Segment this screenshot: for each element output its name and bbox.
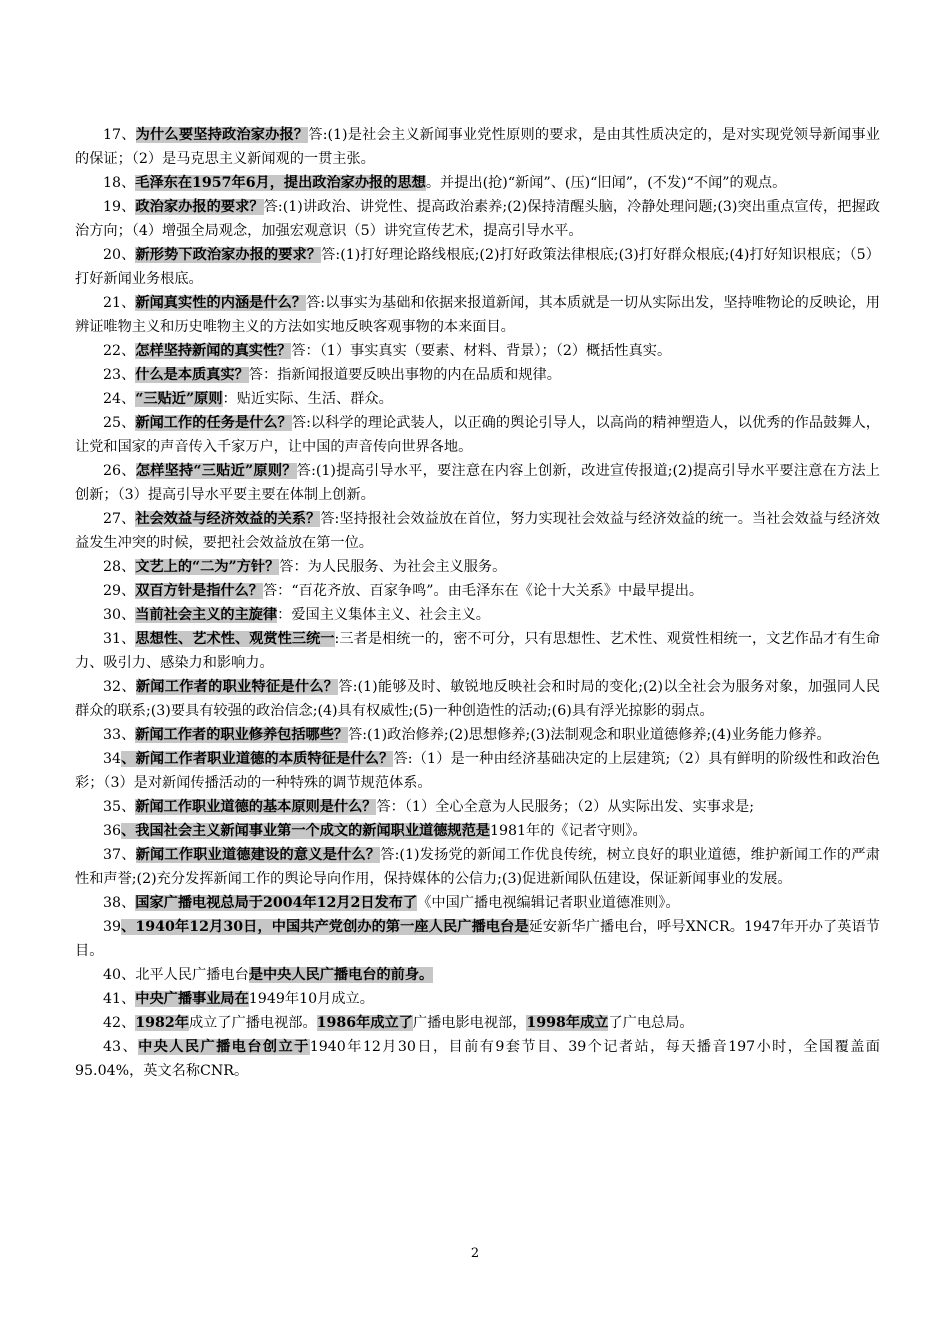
highlighted-question: 怎样坚持新闻的真实性？ [135, 343, 292, 359]
qa-item [75, 123, 880, 171]
highlighted-question: 1986年成立了 [316, 1015, 413, 1031]
item-number: 28 [103, 559, 122, 575]
item-text: 、 [121, 367, 136, 383]
item-text: 、 [121, 631, 136, 647]
qa-item [75, 459, 880, 507]
item-text: 成立了广播电视部。 [188, 1015, 317, 1031]
item-text: 。并提出(抢)“新闻”、(压)“旧闻”，(不发)“不闻”的观点。 [425, 175, 787, 191]
item-text: 、 [121, 895, 136, 911]
item-text: 、 [121, 559, 136, 575]
item-text: 答:(1)发扬党的新闻工作优良传统，树立良好的职业道德，维护新闻工作的严肃性和声誉;(2)充分发挥新闻工作的舆论导向作用，保持媒体的公信力;(3)促进新闻队伍建设，保证新闻事业的发展。 [75, 847, 880, 887]
item-number: 38 [103, 895, 122, 911]
item-number: 39 [103, 919, 122, 935]
item-text: 答:（1）是一种由经济基础决定的上层建筑;（2）具有鲜明的阶级性和政治色彩；（3）是对新闻传播活动的一种特殊的调节规范体系。 [75, 751, 880, 791]
item-text: 1940年12月30日，目前有9套节目、39个记者站，每天播音197小时，全国覆盖面95.04%，英文名称CNR。 [75, 1039, 880, 1079]
highlighted-question: 1982年 [135, 1015, 189, 1031]
item-text: 《中国广播电视编辑记者职业道德准则》。 [417, 895, 680, 911]
document-body [75, 123, 880, 1083]
highlighted-question: 、1940年12月30日，中国共产党创办的第一座人民广播电台是 [121, 919, 529, 935]
qa-item [75, 195, 880, 243]
qa-item [75, 363, 880, 387]
item-number: 42 [103, 1015, 122, 1031]
highlighted-question: 当前社会主义的主旋律 [135, 607, 278, 623]
qa-item [75, 411, 880, 459]
item-text: 、 [121, 847, 136, 863]
highlighted-question: 社会效益与经济效益的关系？ [135, 511, 321, 527]
item-text: 、 [121, 343, 136, 359]
item-number: 32 [103, 679, 122, 695]
highlighted-question: 中央人民广播电台创立于 [138, 1039, 310, 1055]
highlighted-question: 双百方针是指什么？ [135, 583, 263, 599]
item-text: 、 [121, 247, 136, 263]
highlighted-question: 是中央人民广播电台的前身。 [248, 967, 434, 983]
item-number: 34 [103, 751, 122, 767]
item-number: 26 [103, 463, 122, 479]
highlighted-question: 怎样坚持“三贴近”原则？ [135, 463, 297, 479]
highlighted-question: 国家广播电视总局于2004年12月2日发布了 [135, 895, 418, 911]
highlighted-question: 文艺上的“二为”方针？ [135, 559, 280, 575]
item-number: 29 [103, 583, 122, 599]
item-number: 36 [103, 823, 122, 839]
qa-item [75, 387, 880, 411]
highlighted-question: 新闻工作职业道德建设的意义是什么？ [135, 847, 381, 863]
item-number: 31 [103, 631, 122, 647]
item-text: 、 [121, 799, 136, 815]
highlighted-question: 、我国社会主义新闻事业第一个成文的新闻职业道德规范是 [121, 823, 490, 839]
item-number: 30 [103, 607, 122, 623]
highlighted-question: 1998年成立 [526, 1015, 609, 1031]
item-text: 、 [121, 583, 136, 599]
item-text: 答:以事实为基础和依据来报道新闻，其本质就是一切从实际出发，坚持唯物论的反映论，用辨证唯物主义和历史唯物主义的方法如实地反映客观事物的本来面目。 [75, 295, 880, 335]
item-number: 23 [103, 367, 122, 383]
qa-item [75, 579, 880, 603]
item-number: 40 [103, 967, 122, 983]
item-number: 43 [103, 1039, 122, 1055]
item-text: 答:坚持报社会效益放在首位，努力实现社会效益与经济效益的统一。当社会效益与经济效益发生冲突的时候，要把社会效益放在第一位。 [75, 511, 880, 551]
item-text: 答：（1）全心全意为人民服务；（2）从实际出发、实事求是; [376, 799, 754, 815]
highlighted-question: 新形势下政治家办报的要求？ [135, 247, 322, 263]
item-text: 答:(1)讲政治、讲党性、提高政治素养;(2)保持清醒头脑，冷静处理问题;(3)突出重点宣传，把握政治方向；（4）增强全局观念，加强宏观意识（5）讲究宣传艺术，提高引导水平。 [75, 199, 880, 239]
qa-item [75, 891, 880, 915]
item-text: 、 [121, 679, 136, 695]
item-text: 、 [121, 175, 136, 191]
item-number: 17 [103, 127, 122, 143]
qa-item [75, 555, 880, 579]
item-text: 、北平人民广播电台 [121, 967, 249, 983]
item-text: 1949年10月成立。 [248, 991, 374, 1007]
highlighted-question: 为什么要坚持政治家办报？ [135, 127, 309, 143]
item-text: 、 [121, 127, 136, 143]
qa-item [75, 1035, 880, 1083]
highlighted-question: 新闻工作者的职业修养包括哪些？ [135, 727, 349, 743]
page-number: 2 [470, 1246, 480, 1261]
qa-item [75, 603, 880, 627]
qa-item [75, 987, 880, 1011]
item-text: 答:(1)打好理论路线根底;(2)打好政策法律根底;(3)打好群众根底;(4)打好知识根底；（5）打好新闻业务根底。 [75, 247, 880, 287]
item-number: 27 [103, 511, 122, 527]
qa-item [75, 915, 880, 963]
item-text: ：爱国主义集体主义、社会主义。 [277, 607, 490, 623]
qa-item [75, 243, 880, 291]
item-text: 、 [121, 295, 136, 311]
item-text: 、 [121, 415, 136, 431]
highlighted-question: 新闻真实性的内涵是什么？ [135, 295, 307, 311]
qa-item [75, 1011, 880, 1035]
item-number: 41 [103, 991, 122, 1007]
qa-item [75, 723, 880, 747]
item-number: 33 [103, 727, 122, 743]
qa-item [75, 963, 880, 987]
qa-item [75, 747, 880, 795]
item-text: 广播电影电视部， [412, 1015, 527, 1031]
highlighted-question: 毛泽东在1957年6月，提出政治家办报的思想 [135, 175, 426, 191]
item-text: :三者是相统一的，密不可分，只有思想性、艺术性、观赏性相统一，文艺作品才有生命力、吸引力、感染力和影响力。 [75, 631, 880, 671]
highlighted-question: “三贴近”原则 [135, 391, 223, 407]
item-text: 答：（1）事实真实（要素、材料、背景）；（2）概括性真实。 [291, 343, 672, 359]
qa-item [75, 819, 880, 843]
highlighted-question: 新闻工作职业道德的基本原则是什么？ [135, 799, 377, 815]
qa-item [75, 291, 880, 339]
item-text: ：贴近实际、生活、群众。 [222, 391, 393, 407]
item-text: 、 [121, 199, 136, 215]
item-text: 答:以科学的理论武装人，以正确的舆论引导人，以高尚的精神塑造人，以优秀的作品鼓舞人，让党和国家的声音传入千家万户，让中国的声音传向世界各地。 [75, 415, 880, 455]
item-text: 答:(1)是社会主义新闻事业党性原则的要求，是由其性质决定的，是对实现党领导新闻事业的保证；（2）是马克思主义新闻观的一贯主张。 [75, 127, 880, 167]
item-text: 、 [121, 991, 136, 1007]
item-text: 、 [121, 607, 136, 623]
qa-item [75, 507, 880, 555]
item-text: 、 [121, 463, 136, 479]
highlighted-question: 政治家办报的要求？ [135, 199, 264, 215]
qa-item [75, 627, 880, 675]
highlighted-question: 思想性、艺术性、观赏性三统一 [135, 631, 335, 647]
qa-item [75, 843, 880, 891]
item-number: 22 [103, 343, 122, 359]
item-text: 答：为人民服务、为社会主义服务。 [279, 559, 507, 575]
item-text: 、 [121, 1015, 136, 1031]
item-text: 、 [121, 511, 136, 527]
item-number: 21 [103, 295, 122, 311]
item-text: 答:(1)提高引导水平，要注意在内容上创新，改进宣传报道;(2)提高引导水平要注意在方法上创新；（3）提高引导水平要主要在体制上创新。 [75, 463, 880, 503]
highlighted-question: 什么是本质真实？ [135, 367, 249, 383]
item-text: 、 [121, 727, 136, 743]
highlighted-question: 、新闻工作者职业道德的本质特征是什么？ [121, 751, 394, 767]
qa-item [75, 675, 880, 723]
qa-item [75, 339, 880, 363]
item-number: 25 [103, 415, 122, 431]
item-number: 20 [103, 247, 122, 263]
item-text: 延安新华广播电台，呼号XNCR。1947年开办了英语节目。 [75, 919, 880, 959]
item-number: 19 [103, 199, 122, 215]
item-text: 答：指新闻报道要反映出事物的内在品质和规律。 [248, 367, 561, 383]
item-text: 、 [121, 1039, 139, 1055]
qa-item [75, 171, 880, 195]
item-number: 24 [103, 391, 122, 407]
item-text: 答:(1)能够及时、敏锐地反映社会和时局的变化;(2)以全社会为服务对象，加强同人民群众的联系;(3)要具有较强的政治信念;(4)具有权威性;(5)一种创造性的活动;(6)具有浮光掠影的弱点。 [75, 679, 880, 719]
item-text: 答:(1)政治修养;(2)思想修养;(3)法制观念和职业道德修养;(4)业务能力修养。 [348, 727, 831, 743]
item-text: 答：“百花齐放、百家争鸣”。由毛泽东在《论十大关系》中最早提出。 [262, 583, 704, 599]
item-number: 35 [103, 799, 122, 815]
item-text: 1981年的《记者守则》。 [489, 823, 647, 839]
highlighted-question: 新闻工作的任务是什么？ [135, 415, 292, 431]
highlighted-question: 新闻工作者的职业特征是什么？ [135, 679, 339, 695]
qa-item [75, 795, 880, 819]
item-text: 、 [121, 391, 136, 407]
item-number: 37 [103, 847, 122, 863]
item-text: 了广电总局。 [608, 1015, 694, 1031]
highlighted-question: 中央广播事业局在 [135, 991, 249, 1007]
item-number: 18 [103, 175, 122, 191]
